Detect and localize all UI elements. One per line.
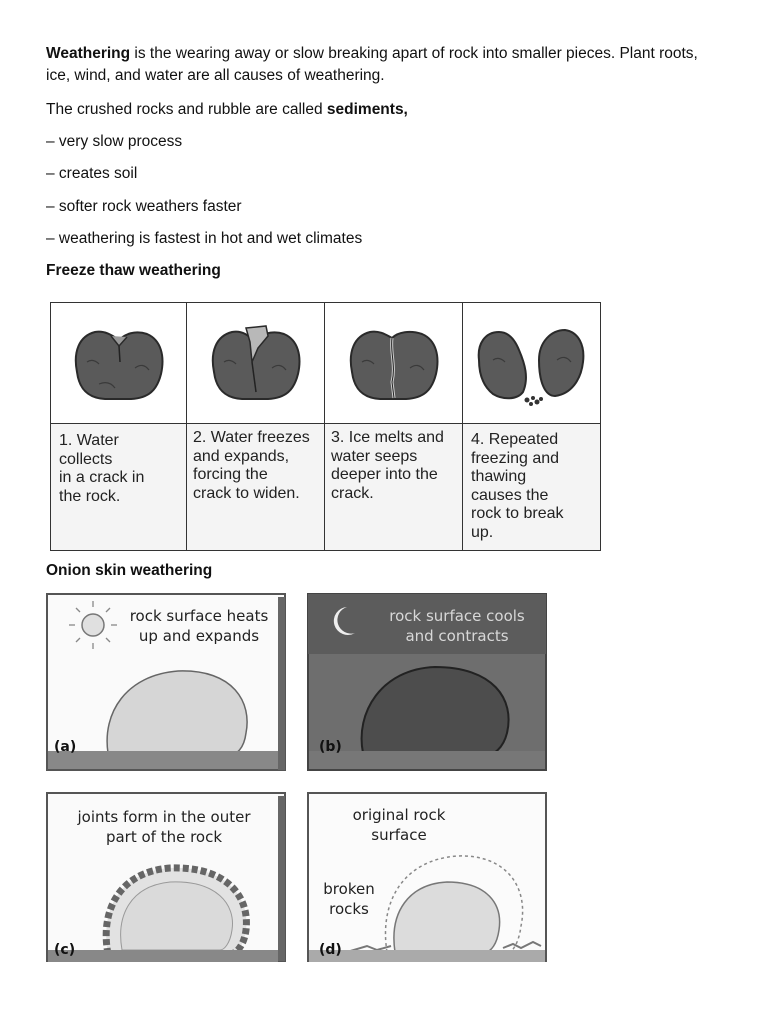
weathering-term: Weathering xyxy=(46,45,131,62)
caption: up and expands xyxy=(138,627,260,645)
rock-step-1-image xyxy=(51,303,187,424)
step-3-line: 3. Ice melts and xyxy=(331,429,444,446)
bullet-item: – weathering is fastest in hot and wet climates xyxy=(46,230,363,247)
onion-skin-heading xyxy=(46,560,726,582)
onion-panel-b xyxy=(307,593,547,771)
freeze-thaw-heading xyxy=(46,260,726,282)
step-3-text xyxy=(325,424,463,550)
caption: surface xyxy=(371,826,427,844)
freeze-thaw-heading-text: Freeze thaw weathering xyxy=(46,262,221,279)
caption: rock surface heats xyxy=(129,607,269,625)
freeze-thaw-table xyxy=(50,302,601,551)
step-1-line: the rock. xyxy=(59,487,121,505)
bullet-item: – creates soil xyxy=(46,165,138,182)
intro-paragraph xyxy=(46,43,726,87)
caption: rock surface cools xyxy=(389,607,525,625)
caption: and contracts xyxy=(405,627,509,645)
bullet-item: – softer rock weathers faster xyxy=(46,198,242,215)
caption: broken xyxy=(323,880,375,898)
weathering-definition: is the wearing away or slow breaking apart of rock into smaller pieces. Plant roots, ice, wind, and water are all causes of weathering. xyxy=(46,45,698,84)
panel-label: (d) xyxy=(319,942,342,958)
step-3-line: deeper into the xyxy=(331,466,438,483)
step-2-line: crack to widen. xyxy=(193,484,300,502)
step-2-line: and expands, xyxy=(193,447,290,465)
step-4-line: thawing xyxy=(471,468,527,485)
rock-step-2-image xyxy=(187,303,325,424)
panel-label: (a) xyxy=(54,739,77,755)
step-1-text xyxy=(51,424,187,550)
panel-label: (c) xyxy=(54,942,76,958)
onion-panel-d xyxy=(307,788,547,966)
step-1-line: collects xyxy=(59,450,113,468)
step-1-line: 1. Water xyxy=(59,432,119,449)
step-4-line: up. xyxy=(471,523,494,541)
step-2-line: forcing the xyxy=(193,466,268,483)
step-4-line: causes the xyxy=(471,486,549,504)
caption: part of the rock xyxy=(105,828,223,846)
step-4-line: freezing and xyxy=(471,449,560,467)
step-4-text xyxy=(463,424,600,550)
sediments-paragraph xyxy=(46,99,726,121)
step-3-line: crack. xyxy=(331,484,374,502)
onion-panel-c xyxy=(46,788,286,966)
caption: rocks xyxy=(329,900,369,918)
caption: original rock xyxy=(352,806,446,824)
step-3-line: water seeps xyxy=(331,447,418,465)
onion-skin-heading-text: Onion skin weathering xyxy=(46,562,213,579)
step-2-line: 2. Water freezes xyxy=(193,429,310,446)
bullet-item: – very slow process xyxy=(46,133,183,150)
caption: joints form in the outer xyxy=(77,808,251,826)
panel-label: (b) xyxy=(319,739,342,755)
step-2-text xyxy=(187,424,325,550)
rock-step-3-image xyxy=(325,303,463,424)
onion-panel-a xyxy=(46,593,286,771)
step-4-line: rock to break xyxy=(471,505,564,522)
step-1-line: in a crack in xyxy=(59,469,145,486)
rock-step-4-image xyxy=(463,303,600,424)
sediments-term: sediments, xyxy=(326,101,408,118)
sediments-prefix: The crushed rocks and rubble are called xyxy=(46,101,327,118)
step-4-line: 4. Repeated xyxy=(471,431,559,448)
